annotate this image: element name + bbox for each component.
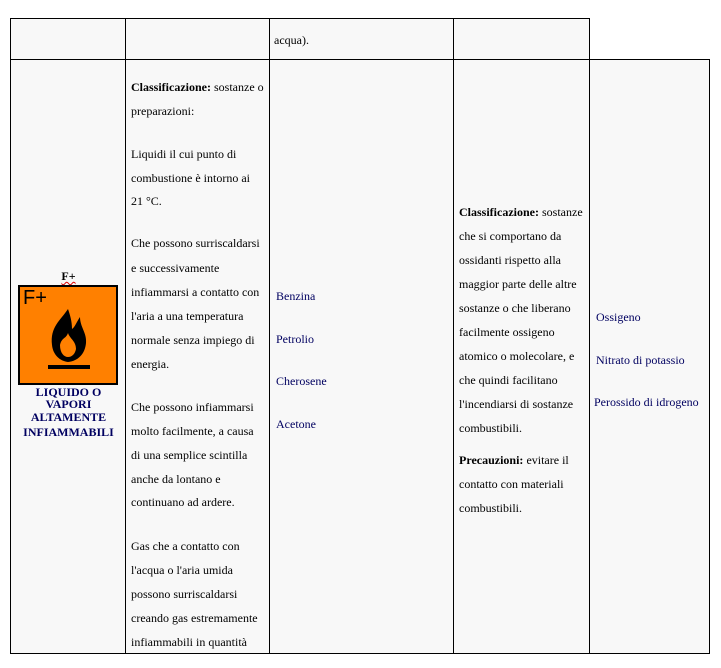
- classification-text-2: preparazioni:: [131, 104, 195, 118]
- desc-p2-line: Che possono surriscaldarsi: [131, 236, 260, 250]
- oxidizer-line: l'incendiarsi di sostanze: [459, 397, 574, 411]
- hazard-caption-3: ALTAMENTE: [30, 410, 107, 424]
- example-benzina: Benzina: [276, 289, 316, 303]
- hazard-caption-2: VAPORI: [45, 397, 92, 411]
- oxidizer-line: facilmente ossigeno: [459, 325, 555, 339]
- oxidizer-line: atomico o molecolare, e: [459, 349, 575, 363]
- desc-p2-line: e successivamente: [131, 261, 220, 275]
- row1-cell-1: [10, 18, 126, 60]
- desc-p1-line: Liquidi il cui punto di: [131, 147, 237, 161]
- precautions-line: contatto con materiali: [459, 477, 564, 491]
- oxidizer-line: che quindi facilitano: [459, 373, 558, 387]
- example-petrolio: Petrolio: [276, 332, 314, 346]
- desc-p4-line: l'acqua o l'aria umida: [131, 563, 233, 577]
- desc-p4-line: possono surriscaldarsi: [131, 587, 238, 601]
- desc-p2-line: energia.: [131, 357, 170, 371]
- oxidizer-classification-line: [459, 204, 583, 220]
- desc-p3-line: continuano ad ardere.: [131, 495, 235, 509]
- oxidizer-line: sostanze o che liberano: [459, 301, 571, 315]
- row1-cell-4: [453, 18, 590, 60]
- desc-p3-line: molto facilmente, a causa: [131, 424, 254, 438]
- oxidizer-line: ossidanti rispetto alla: [459, 253, 561, 267]
- example-ossigeno: Ossigeno: [596, 310, 641, 324]
- hazard-caption-1: LIQUIDO O: [35, 385, 102, 399]
- flame-icon: [20, 287, 116, 383]
- classification-label: Classificazione:: [131, 80, 211, 94]
- desc-p3-line: di una semplice scintilla: [131, 448, 248, 462]
- cell-text: acqua).: [274, 33, 309, 47]
- oxidizer-line: combustibili.: [459, 421, 522, 435]
- hazard-caption-4: INFIAMMABILI: [23, 425, 114, 439]
- example-acetone: Acetone: [276, 417, 316, 431]
- precautions-label: Precauzioni:: [459, 453, 524, 467]
- desc-p3-line: Che possono infiammarsi: [131, 400, 254, 414]
- desc-p4-line: infiammabili in quantità: [131, 635, 247, 649]
- desc-p3-line: anche da lontano e: [131, 472, 221, 486]
- oxidizer-line: che si comportano da: [459, 229, 562, 243]
- example-perossido-di-idrogeno: Perossido di idrogeno: [594, 395, 699, 409]
- classification-text: sostanze o: [211, 80, 264, 94]
- flammable-pictogram: [18, 285, 118, 385]
- desc-p2-line: infiammarsi a contatto con: [131, 285, 260, 299]
- desc-p1-line: combustione è intorno ai: [131, 171, 250, 185]
- hazard-code-label: F+: [61, 269, 76, 283]
- precautions-text: evitare il: [523, 453, 569, 467]
- oxidizer-classification-label: Classificazione:: [459, 205, 539, 219]
- pictogram-code: F+: [23, 287, 47, 309]
- desc-p4-line: Gas che a contatto con: [131, 539, 240, 553]
- precautions-line: [459, 452, 569, 468]
- examples-cell: [269, 59, 454, 654]
- precautions-line: combustibili.: [459, 501, 522, 515]
- oxidizer-classification-text: sostanze: [539, 205, 583, 219]
- desc-p2-line: l'aria a una temperatura: [131, 309, 244, 323]
- example-nitrato-di-potassio: Nitrato di potassio: [596, 353, 685, 367]
- desc-p1-line: 21 °C.: [131, 194, 162, 208]
- oxidizer-line: maggior parte delle altre: [459, 277, 577, 291]
- desc-p4-line: creando gas estremamente: [131, 611, 258, 625]
- classification-line: [131, 79, 264, 95]
- desc-p2-line: normale senza impiego di: [131, 333, 255, 347]
- row1-cell-3: [269, 18, 454, 60]
- row1-cell-2: [125, 18, 270, 60]
- example-cherosene: Cherosene: [276, 374, 327, 388]
